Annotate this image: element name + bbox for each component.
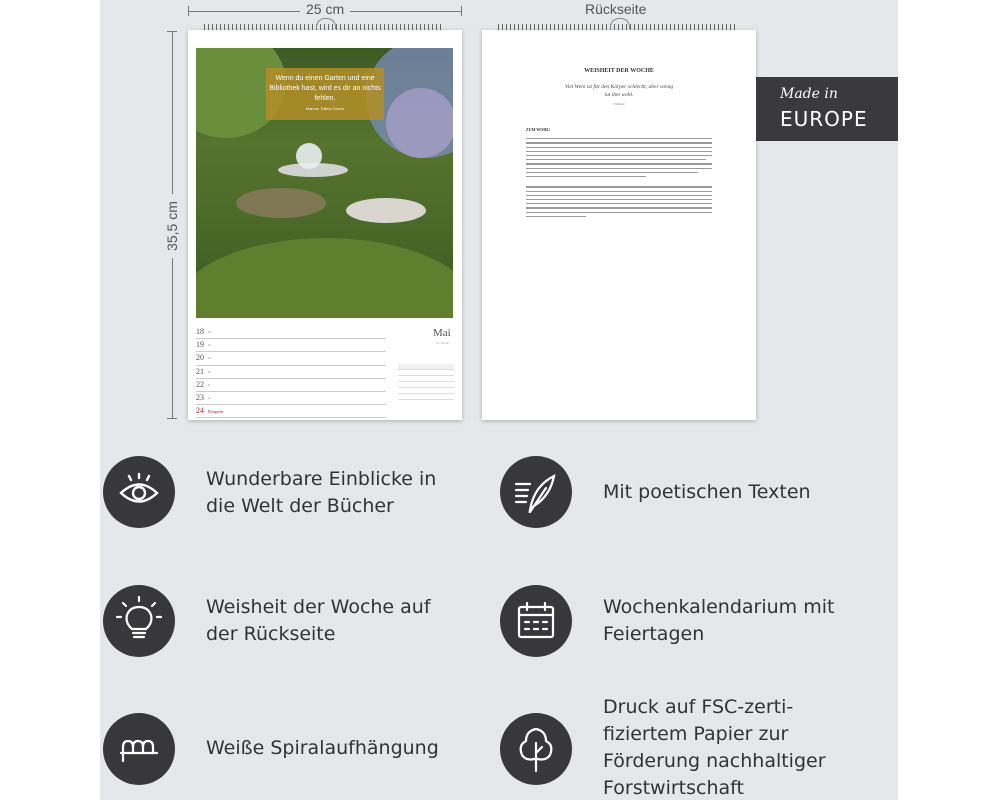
text-line [526, 195, 712, 196]
text-line [526, 176, 646, 177]
month-label: Mai [433, 327, 451, 339]
height-dimension-tick-top [167, 31, 177, 32]
day-row: 22 Fr [196, 379, 386, 392]
feature-text: Weisheit der Woche auf der Rückseite [206, 596, 431, 645]
spiral-icon [103, 713, 175, 785]
made-in-europe-badge [756, 77, 898, 141]
week-label: 21. Woche [436, 341, 449, 345]
garden-photo [196, 48, 453, 318]
calendar-icon [500, 585, 572, 657]
back-title: WEISHEIT DER WOCHE [584, 68, 654, 74]
text-line [526, 163, 712, 164]
text-line [526, 155, 712, 156]
quote-source: Marcus Tullius Cicero [305, 106, 345, 111]
text-line [526, 191, 712, 192]
eye-icon [103, 456, 175, 528]
lightbulb-icon [103, 585, 175, 657]
text-line [526, 151, 712, 152]
text-line [526, 138, 712, 139]
tree-icon [500, 713, 572, 785]
width-dimension-tick-left [188, 6, 189, 16]
day-row: 21 Do [196, 366, 386, 379]
back-section-heading: ZUM WOHL! [526, 127, 551, 132]
day-row-holiday: 24 Pfingsten [196, 405, 386, 418]
feature-text: Druck auf FSC-zertifiziertem Papier zur Förderung nachhaltiger Forstwirtschaft [603, 696, 826, 799]
front-hanger [316, 18, 336, 29]
text-line [526, 203, 712, 204]
text-line [526, 159, 706, 160]
text-line [526, 186, 712, 187]
quote-text: Wenn du einen Garten und eine Bibliothek hast, wird es dir an nichts fehlen. [269, 75, 381, 102]
feature-text: Wochenkalendarium mit Feiertagen [603, 596, 835, 645]
badge-europe: EUROPE [780, 107, 868, 131]
badge-made-in: Made in [780, 86, 838, 102]
text-line [526, 142, 712, 143]
back-quote-source: Talmud [613, 102, 625, 106]
feature-text: Mit poetischen Texten [603, 481, 811, 503]
quote-overlay [266, 68, 384, 120]
width-dimension-tick-right [461, 6, 462, 16]
mini-month-calendar [398, 364, 454, 414]
text-line [526, 216, 586, 217]
text-line [526, 207, 712, 208]
quill-icon [500, 456, 572, 528]
height-label: 35,5 cm [164, 194, 180, 258]
back-side-label: Rückseite [585, 1, 647, 17]
feature-text: Weiße Spiralaufhängung [206, 737, 439, 759]
week-day-list [196, 326, 386, 418]
text-line [526, 172, 698, 173]
day-row: 23 Sa [196, 392, 386, 405]
back-hanger [610, 18, 630, 29]
day-row: 20 Mi [196, 352, 386, 365]
day-row: 19 Di [196, 339, 386, 352]
text-line [526, 168, 712, 169]
text-line [526, 147, 712, 148]
text-line [526, 212, 712, 213]
width-label: 25 cm [300, 1, 350, 17]
calendar-back-page [482, 30, 756, 420]
feature-text: Wunderbare Einblicke in die Welt der Bücher [206, 468, 437, 517]
height-dimension-tick-bottom [167, 418, 177, 419]
back-quote: Viel Wein ist für den Körper schlecht, aber wenig tut ihm wohl. [564, 84, 674, 98]
day-row: 18 Mo [196, 326, 386, 339]
calendar-front-page [188, 30, 462, 420]
text-line [526, 199, 712, 200]
